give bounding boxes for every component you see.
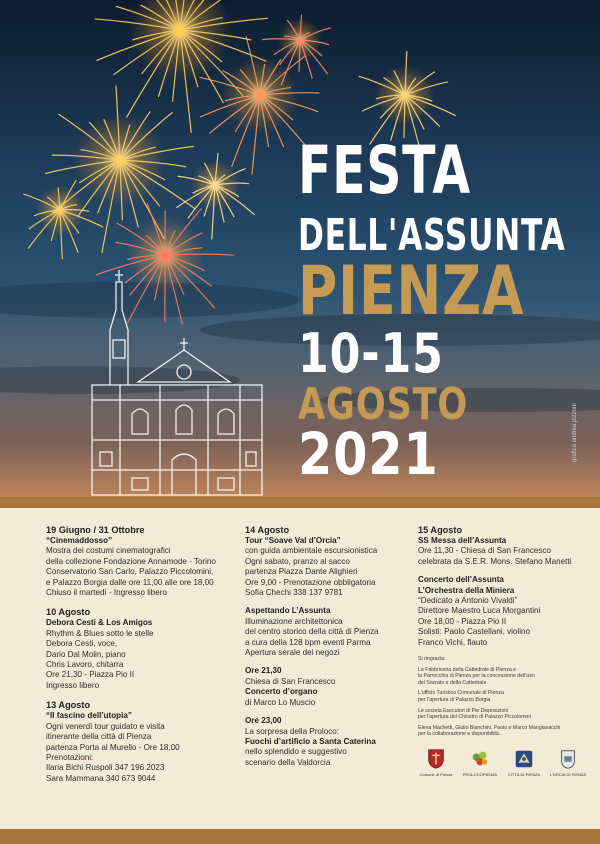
event-detail: del centro storico della città di Pienza [245, 627, 379, 637]
logo-caption: Comune di Pienza [419, 772, 453, 777]
event-detail: a cura della 128 bpm eventi Parma [245, 637, 371, 647]
event-detail: scenario della Valdorcia [245, 757, 331, 767]
event-title: SS Messa dell’Assunta [418, 536, 507, 545]
event-detail: Chiuso il martedì - Ingresso libero [46, 588, 168, 598]
event-detail: Chris Lavoro, chitarra [46, 660, 124, 670]
program-event [245, 606, 413, 658]
event-detail: Ogni venerdì tour guidato e visita [46, 721, 165, 731]
event-title: L’Orchestra della Miniera [418, 585, 515, 595]
event-detail: celebrata da S.E.R. Mons. Stefano Manetti [418, 556, 572, 566]
thanks-line: L’ufficio Turistico Comunale di Pienza [418, 690, 504, 697]
event-detail: Ingresso libero [46, 680, 100, 690]
event-detail: Ore 9,00 - Prenotazione obbligatoria [245, 577, 376, 587]
thanks-line: La Fabbriceria della Cattedrale di Pienza e [418, 666, 517, 673]
logo-caption: PROLOCOPIENZA [462, 772, 498, 777]
event-detail: Franco Vichi, flauto [418, 637, 488, 647]
thanks-line: del Sacrato e della Cattedrale [418, 679, 487, 686]
sponsor-logos [418, 748, 590, 777]
thanks-line: Le società Esecutori di Pie Disposizioni [418, 707, 509, 714]
event-detail: e Palazzo Borgia dalle ore 11,00 alle ore 18,00 [46, 577, 214, 587]
event-date: 15 Agosto [418, 525, 463, 535]
program-event [418, 524, 590, 567]
column-3-events [418, 524, 590, 648]
event-detail: Solisti: Paolo Castellani, violino [418, 627, 531, 637]
event-detail: itinerante della città di Pienza [46, 732, 152, 742]
event-detail: partenza Piazza Dante Alighieri [245, 567, 358, 577]
event-title: Debora Cesti & Los Amigos [46, 618, 153, 628]
event-date: 13 Agosto [46, 700, 91, 711]
event-detail: Prenotazioni: [46, 752, 94, 762]
program-event [418, 575, 590, 648]
event-detail: di Marco Lo Muscio [245, 697, 316, 707]
thanks-note [418, 690, 590, 703]
seal-icon [557, 748, 579, 770]
title-month: AGOSTO [298, 379, 469, 430]
thanks-intro: Si ringrazia: [418, 656, 446, 663]
event-title: “Cinemaddosso” [46, 536, 113, 545]
thanks-note [418, 708, 590, 721]
event-detail: Direttore Maestro Luca Morgantini [418, 606, 541, 616]
title-year: 2021 [298, 420, 439, 488]
event-detail: della collezione Fondazione Annamode - Torino [46, 556, 216, 566]
title-pienza: PIENZA [298, 252, 525, 331]
program-event [245, 716, 413, 768]
event-detail: Ore 11,30 - Chiesa di San Francesco [418, 546, 552, 556]
emblem-icon [513, 748, 535, 770]
event-title: “Il fascino dell’utopia” [46, 711, 132, 721]
program-column-3 [418, 524, 590, 777]
sponsor-logo [550, 748, 586, 777]
event-title: Tour “Soave Val d’Orcia” [245, 536, 341, 545]
program-column-2 [245, 524, 413, 776]
sponsor-logo [418, 748, 454, 777]
event-detail: Rhythm & Blues sotto le stelle [46, 628, 154, 638]
event-detail: Debora Cesti, voce, [46, 639, 118, 649]
program-column-1 [46, 524, 226, 792]
event-detail: “Dedicato a Antonio Vivaldi” [418, 596, 518, 606]
event-detail: Sofia Chechi 338 137 9781 [245, 588, 343, 598]
event-detail: Illuminazione architettonica [245, 616, 343, 626]
thanks-line: per l’apertura del Chiostro di Palazzo Piccolomini [418, 714, 531, 721]
design-credit: grafica andrea pizzoni [572, 403, 578, 462]
event-title: Concerto dell’Assunta [418, 575, 504, 585]
thanks-line: per l’apertura di Palazzo Borgia [418, 697, 491, 704]
event-detail: Ore 21,30 - Piazza Pio II [46, 670, 135, 680]
event-detail: Conservatorio San Carlo, Palazzo Piccolomini, [46, 567, 214, 577]
logo-caption: L’ORCIA DI PIENZA [550, 772, 587, 777]
thanks-note [418, 667, 590, 687]
thanks-list [418, 667, 590, 738]
program-event [46, 606, 226, 691]
event-detail: Mostra dei costumi cinematografici [46, 546, 171, 556]
event-date: 19 Giugno / 31 Ottobre [46, 525, 145, 535]
event-detail: La sorpresa della Proloco: [245, 726, 340, 736]
crest-icon [425, 748, 447, 770]
top-divider [0, 497, 600, 508]
event-detail: Dario Dal Molin, piano [46, 649, 126, 659]
event-detail: Ore 18,00 - Piazza Pio II [418, 616, 507, 626]
event-detail: Sara Mammana 340 673 9044 [46, 773, 156, 783]
acknowledgements [418, 656, 590, 738]
event-detail: Chiesa di San Francesco [245, 676, 336, 686]
program-event [245, 524, 413, 598]
bottom-divider [0, 829, 600, 844]
program-event [46, 699, 226, 784]
sponsor-logo [462, 748, 498, 777]
event-detail: con guida ambientale escursionistica [245, 546, 378, 556]
program-event [46, 524, 226, 598]
logo-caption: CITTÀ DI PIENZA [507, 772, 541, 777]
event-detail: nello splendido e suggestivo [245, 747, 347, 757]
program-event [245, 666, 413, 708]
event-title: Aspettando L’Assunta [245, 606, 331, 616]
thanks-note [418, 725, 590, 738]
grape-leaf-icon [469, 748, 491, 770]
title-assunta: DELL'ASSUNTA [298, 210, 566, 261]
thanks-line: Elena Machetti, Giulio Bianchini, Paolo e Marco Mangiavacchi [418, 724, 561, 731]
event-title: Fuochi d’artificio a Santa Caterina [245, 736, 376, 746]
thanks-line: la Parrocchia di Pienza per la concessione dell’uso [418, 673, 535, 680]
title-dates: 10-15 [298, 322, 444, 385]
event-title: Concerto d’organo [245, 687, 318, 697]
event-title: Ore 21,30 [245, 666, 282, 676]
sponsor-logo [506, 748, 542, 777]
event-title: Ore 23,00 [245, 716, 282, 726]
event-detail: partenza Porta al Murello - Ore 18,00 [46, 742, 180, 752]
event-date: 14 Agosto [245, 525, 290, 535]
event-detail: Ogni sabato, pranzo al sacco [245, 556, 350, 566]
title-festa: FESTA [298, 132, 471, 209]
event-detail: Apertura serale dei negozi [245, 648, 340, 658]
event-date: 10 Agosto [46, 607, 91, 618]
thanks-line: per la collaborazione e disponibilità. [418, 731, 501, 738]
event-detail: Ilaria Bichi Ruspoli 347 196 2023 [46, 763, 165, 773]
